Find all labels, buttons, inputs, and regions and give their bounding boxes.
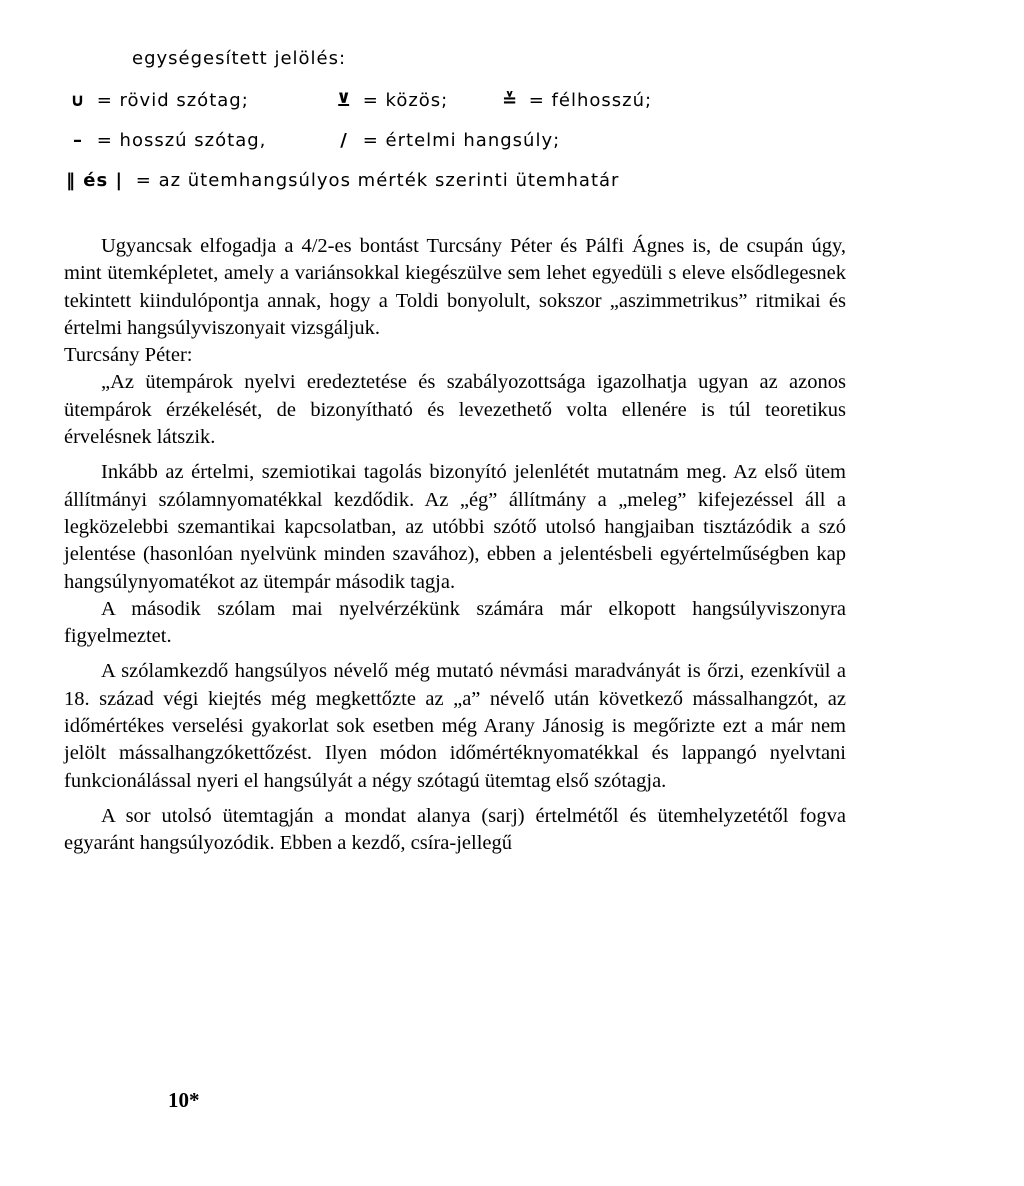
paragraph: Ugyancsak elfogadja a 4/2-es bontást Turcsány Péter és Pálfi Ágnes is, de csupán úgy, mint ütemképletet, amely a variánsokkal kiegészülve sem lehet egyedüli s eleve elsődlegesnek tekintett kiindulópontja annak, hogy a Toldi bonyolult, sokszor „aszimmetrikus” ritmikai és értelmi hangsúlyviszonyait vizsgáljuk. (64, 235, 846, 339)
legend-text: = közös; (362, 90, 449, 111)
paragraph: A szólamkezdő hangsúlyos névelő még mutató névmási maradványát is őrzi, ezenkívül a 18. század végi kiejtés még megkettőzte az „a” névelő után következő mássalhangzót, az időmértékes verselési gyakorlat sok esetben még Arany Jánosig is megőrizte ezt a már nem jelölt mássalhangzókettőzést. Ilyen módon időmértéknyomatékkal és lappangó nyelvtani funkcionálással nyeri el hangsúlyát a négy szótagú ütemtag első szótagja. (64, 660, 846, 792)
page-number: 10* (168, 1088, 200, 1112)
common-syllable-symbol: ⊻ (336, 90, 352, 111)
paragraph-attribution: Turcsány Péter: (64, 344, 193, 367)
legend-text: = az ütemhangsúlyos mérték szerinti ütemhatár (135, 170, 620, 191)
paragraph: A második szólam mai nyelvérzékünk számára már elkopott hangsúlyviszonyra figyelmeztet. (64, 597, 846, 648)
short-syllable-symbol: ∪ (70, 90, 86, 111)
long-syllable-symbol: – (73, 130, 83, 151)
legend-entry-semantic-stress (332, 130, 560, 151)
legend-text: = hosszú szótag, (96, 130, 267, 151)
paragraph: Inkább az értelmi, szemiotikai tagolás bizonyító jelenlétét mutatnám meg. Az első ütem állítmányi szólamnyomatékkal kezdődik. Az „ég” állítmány a „meleg” kifejezéssel áll a legközelebbi szemantikai kapcsolatban, az utóbbi szótő utolsó hangjaiban tisztázódik a szó jelentése (hasonlóan nyelvünk minden szavához), ebben a jelentésbeli egyértelműségben kap hangsúlynyomatékot az ütempár második tagja. (64, 461, 846, 593)
legend-text: = rövid szótag; (96, 90, 249, 111)
legend-entry-half-long-syllable (498, 90, 652, 111)
legend-text: = félhosszú; (528, 90, 653, 111)
legend-entry-short-syllable (66, 90, 249, 111)
legend-entry-common-syllable (332, 90, 448, 111)
semantic-stress-symbol: / (340, 130, 348, 151)
legend-entry-metric-boundary (66, 170, 619, 191)
metric-boundary-symbol: ‖ és | (66, 170, 124, 191)
paragraph: A sor utolsó ütemtagján a mondat alanya (sarj) értelmétől és ütemhelyzetétől fogva egyaránt hangsúlyozódik. Ebben a kezdő, csíra-jellegű (64, 804, 846, 855)
main-text (64, 233, 846, 858)
legend-entry-long-syllable (66, 130, 266, 151)
paragraph: „Az ütempárok nyelvi eredeztetése és szabályozottsága igazolhatja ugyan az azonos ütempárok érzékelését, de bizonyítható és levezethető volta ellenére is túl teoretikus érvelésnek látszik. (64, 371, 846, 449)
half-long-syllable-symbol: ≚ (501, 90, 519, 111)
legend-text: = értelmi hangsúly; (362, 130, 561, 151)
legend-title: egységesített jelölés: (132, 48, 347, 69)
